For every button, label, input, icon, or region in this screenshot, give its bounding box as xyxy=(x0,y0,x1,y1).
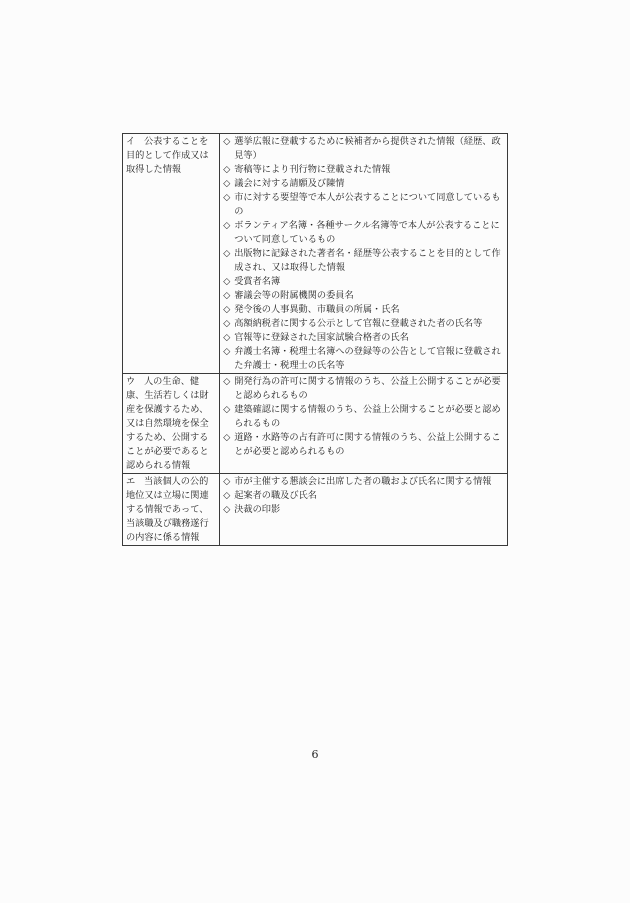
list-item-text: 弁護士名簿・税理士名簿への登録等の公告として官報に登載された弁護士・税理士の氏名等 xyxy=(234,346,501,371)
examples-cell xyxy=(220,134,508,374)
examples-list xyxy=(223,475,504,517)
diamond-bullet-icon: ◇ xyxy=(223,318,231,329)
diamond-bullet-icon: ◇ xyxy=(223,332,231,343)
category-text xyxy=(126,475,216,545)
diamond-bullet-icon: ◇ xyxy=(223,248,231,259)
diamond-bullet-icon: ◇ xyxy=(223,276,231,287)
list-item-text: 選挙広報に登載するために候補者から提供された情報（経歴、政見等） xyxy=(234,136,501,161)
list-item-text: 出版物に記録された著者名・経歴等公表することを目的として作成され、又は取得した情報 xyxy=(234,248,501,273)
examples-cell xyxy=(220,474,508,546)
category-mark: ウ xyxy=(126,376,136,387)
category-cell xyxy=(123,374,220,474)
personal-info-disclosure-table xyxy=(122,133,508,546)
list-item-text: ボランティア名簿・各種サークル名簿等で本人が公表することについて同意しているもの xyxy=(234,220,500,245)
diamond-bullet-icon: ◇ xyxy=(223,346,231,357)
list-item xyxy=(223,219,504,247)
category-mark: エ xyxy=(126,476,136,487)
category-cell xyxy=(123,134,220,374)
list-item-text: 受賞者名簿 xyxy=(234,276,281,287)
list-item xyxy=(223,135,504,163)
list-item xyxy=(223,247,504,275)
list-item xyxy=(223,475,504,489)
category-label: 人の生命、健康、生活若しくは財産を保護するため、又は自然環境を保全するため、公開することが必要であると認められる情報 xyxy=(126,376,209,471)
list-item xyxy=(223,331,504,345)
diamond-bullet-icon: ◇ xyxy=(223,164,231,175)
category-mark: イ xyxy=(126,136,136,147)
diamond-bullet-icon: ◇ xyxy=(223,404,231,415)
category-text xyxy=(126,135,216,177)
list-item-text: 市に対する要望等で本人が公表することについて同意しているもの xyxy=(234,192,501,217)
diamond-bullet-icon: ◇ xyxy=(223,178,231,189)
list-item-text: 決裁の印影 xyxy=(234,504,281,515)
list-item-text: 道路・水路等の占有許可に関する情報のうち、公益上公開することが必要と認められるもの xyxy=(234,432,501,457)
table-row-e xyxy=(123,474,508,546)
list-item xyxy=(223,289,504,303)
list-item xyxy=(223,503,504,517)
list-item xyxy=(223,403,504,431)
list-item-text: 建築確認に関する情報のうち、公益上公開することが必要と認められるもの xyxy=(234,404,501,429)
list-item-text: 起案者の職及び氏名 xyxy=(234,490,317,501)
diamond-bullet-icon: ◇ xyxy=(223,192,231,203)
list-item xyxy=(223,431,504,459)
list-item-text: 議会に対する請願及び陳情 xyxy=(234,178,345,189)
category-cell xyxy=(123,474,220,546)
list-item xyxy=(223,489,504,503)
diamond-bullet-icon: ◇ xyxy=(223,136,231,147)
diamond-bullet-icon: ◇ xyxy=(223,376,231,387)
examples-list xyxy=(223,135,504,373)
list-item-text: 高額納税者に関する公示として官報に登載された者の氏名等 xyxy=(234,318,483,329)
list-item xyxy=(223,345,504,373)
page-number: 6 xyxy=(311,748,319,761)
examples-list xyxy=(223,375,504,459)
diamond-bullet-icon: ◇ xyxy=(223,504,231,515)
list-item-text: 審議会等の附属機関の委員名 xyxy=(234,290,354,301)
table-row-i xyxy=(123,134,508,374)
table-row-u xyxy=(123,374,508,474)
diamond-bullet-icon: ◇ xyxy=(223,304,231,315)
list-item xyxy=(223,177,504,191)
diamond-bullet-icon: ◇ xyxy=(223,432,231,443)
list-item xyxy=(223,317,504,331)
diamond-bullet-icon: ◇ xyxy=(223,490,231,501)
category-label: 当該個人の公的地位又は立場に関連する情報であって、当該職及び職務遂行の内容に係る情報 xyxy=(126,476,209,543)
list-item-text: 開発行為の許可に関する情報のうち、公益上公開することが必要と認められるもの xyxy=(234,376,501,401)
category-text xyxy=(126,375,216,473)
diamond-bullet-icon: ◇ xyxy=(223,476,231,487)
list-item xyxy=(223,191,504,219)
list-item-text: 発令後の人事異動、市職員の所属・氏名 xyxy=(234,304,400,315)
category-label: 公表することを目的として作成又は取得した情報 xyxy=(126,136,209,175)
list-item-text: 寄稿等により刊行物に登載された情報 xyxy=(234,164,391,175)
list-item xyxy=(223,375,504,403)
list-item-text: 市が主催する懇談会に出席した者の職および氏名に関する情報 xyxy=(234,476,492,487)
examples-cell xyxy=(220,374,508,474)
list-item xyxy=(223,275,504,289)
list-item xyxy=(223,163,504,177)
list-item xyxy=(223,303,504,317)
diamond-bullet-icon: ◇ xyxy=(223,290,231,301)
list-item-text: 官報等に登録された国家試験合格者の氏名 xyxy=(234,332,409,343)
diamond-bullet-icon: ◇ xyxy=(223,220,231,231)
